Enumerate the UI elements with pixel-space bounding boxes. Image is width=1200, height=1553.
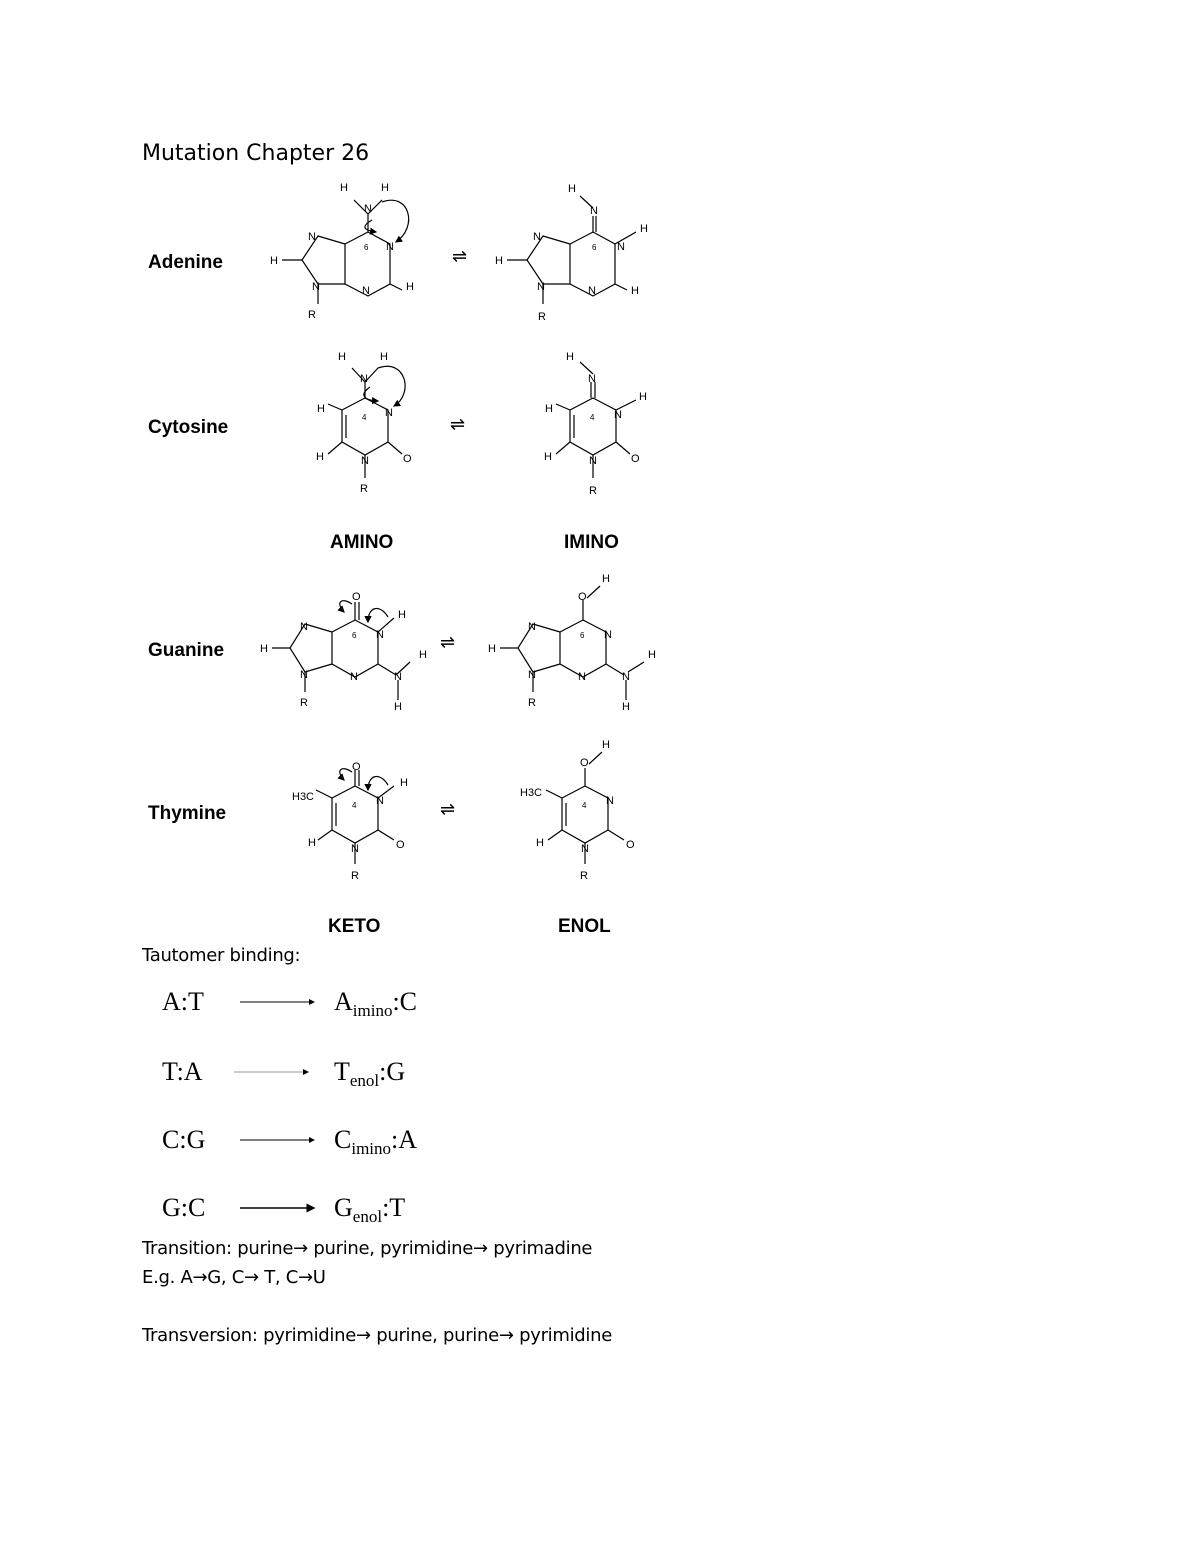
svg-text:H3C: H3C	[292, 791, 315, 803]
svg-text:N: N	[300, 669, 308, 681]
svg-text:N: N	[350, 671, 358, 683]
equilibrium-arrow-cytosine: ⇌	[450, 414, 466, 435]
svg-text:6: 6	[352, 631, 357, 640]
equilibrium-arrow-thymine: ⇌	[440, 799, 456, 820]
svg-text:N: N	[376, 629, 384, 641]
svg-text:N: N	[364, 203, 372, 215]
svg-text:H: H	[400, 777, 408, 789]
svg-text:R: R	[528, 697, 536, 709]
svg-text:6: 6	[364, 243, 369, 252]
svg-text:H: H	[394, 701, 402, 713]
thymine-keto-atoms	[292, 761, 408, 882]
cytosine-amino-atoms	[316, 351, 412, 495]
svg-text:N: N	[533, 231, 541, 243]
equilibrium-arrow-adenine: ⇌	[452, 246, 468, 267]
tautomer-pair-1: $A_{imino}:C$	[334, 987, 418, 1020]
adenine-amino-atoms	[270, 182, 414, 321]
svg-text:H: H	[602, 739, 610, 751]
svg-text:N: N	[360, 373, 368, 385]
column-label-imino: IMINO	[564, 532, 619, 553]
tautomer-binding-heading: Tautomer binding:	[142, 945, 301, 966]
svg-text:H: H	[316, 451, 324, 463]
column-label-amino: AMINO	[330, 532, 394, 553]
svg-text:H: H	[622, 701, 630, 713]
row-label-cytosine: Cytosine	[148, 417, 229, 438]
equilibrium-arrow-guanine: ⇌	[440, 632, 456, 653]
column-label-enol: ENOL	[558, 916, 611, 937]
svg-text:H: H	[495, 255, 503, 267]
svg-text:N: N	[385, 407, 393, 419]
normal-pair-1: A:T	[162, 987, 204, 1016]
svg-text:H: H	[631, 285, 639, 297]
svg-text:H: H	[639, 391, 647, 403]
svg-text:N: N	[617, 241, 625, 253]
svg-text:N: N	[622, 671, 630, 683]
svg-text:O: O	[352, 761, 361, 773]
svg-text:H: H	[406, 281, 414, 293]
adenine-imino-atoms	[495, 183, 648, 323]
svg-text:H: H	[381, 182, 389, 194]
transversion-definition: Transversion: pyrimidine→ purine, purine→ pyrimidine	[142, 1325, 613, 1346]
svg-text:R: R	[300, 697, 308, 709]
normal-pair-4: G:C	[162, 1193, 206, 1222]
svg-text:N: N	[394, 671, 402, 683]
svg-text:N: N	[386, 241, 394, 253]
svg-text:N: N	[581, 843, 589, 855]
svg-text:O: O	[631, 453, 640, 465]
svg-text:H: H	[544, 451, 552, 463]
svg-text:R: R	[538, 311, 546, 323]
svg-text:N: N	[537, 281, 545, 293]
svg-text:N: N	[361, 455, 369, 467]
tautomer-pair-4: $G_{enol}:T$	[334, 1193, 406, 1226]
svg-text:H: H	[398, 609, 406, 621]
tautomer-structures-figure	[140, 172, 680, 947]
svg-text:R: R	[351, 870, 359, 882]
row-label-adenine: Adenine	[148, 252, 223, 273]
svg-text:N: N	[312, 281, 320, 293]
cytosine-imino-atoms	[544, 351, 647, 497]
svg-text:O: O	[352, 591, 361, 603]
svg-text:O: O	[403, 453, 412, 465]
svg-text:N: N	[308, 231, 316, 243]
tautomer-pair-3: $C_{imino}:A$	[334, 1125, 418, 1158]
svg-text:6: 6	[592, 243, 597, 252]
svg-text:H: H	[270, 255, 278, 267]
svg-text:H: H	[380, 351, 388, 363]
svg-text:H: H	[566, 351, 574, 363]
svg-text:N: N	[590, 205, 598, 217]
svg-text:H: H	[640, 223, 648, 235]
svg-text:4: 4	[590, 413, 595, 422]
row-label-thymine: Thymine	[148, 803, 227, 824]
svg-text:H: H	[545, 403, 553, 415]
transition-example: E.g. A→G, C→ T, C→U	[142, 1267, 326, 1288]
svg-text:H: H	[648, 649, 656, 661]
svg-text:H3C: H3C	[520, 787, 543, 799]
svg-text:H: H	[317, 403, 325, 415]
transition-definition: Transition: purine→ purine, pyrimidine→ pyrimadine	[142, 1238, 593, 1259]
thymine-enol-atoms	[520, 739, 635, 882]
svg-text:H: H	[308, 837, 316, 849]
svg-text:O: O	[396, 839, 405, 851]
svg-text:N: N	[351, 843, 359, 855]
guanine-enol-atoms	[488, 573, 656, 713]
svg-text:N: N	[614, 409, 622, 421]
svg-text:4: 4	[582, 801, 587, 810]
svg-text:R: R	[580, 870, 588, 882]
svg-text:H: H	[338, 351, 346, 363]
guanine-keto-structure	[272, 601, 410, 700]
svg-text:N: N	[528, 621, 536, 633]
row-label-guanine: Guanine	[148, 640, 225, 661]
svg-text:N: N	[588, 285, 596, 297]
svg-text:H: H	[260, 643, 268, 655]
svg-text:N: N	[300, 621, 308, 633]
svg-text:H: H	[536, 837, 544, 849]
svg-text:N: N	[604, 629, 612, 641]
svg-text:N: N	[578, 671, 586, 683]
column-label-keto: KETO	[328, 916, 381, 937]
page-title: Mutation Chapter 26	[142, 141, 370, 166]
svg-text:H: H	[419, 649, 427, 661]
svg-text:N: N	[606, 795, 614, 807]
svg-text:N: N	[588, 373, 596, 385]
svg-text:H: H	[488, 643, 496, 655]
svg-text:N: N	[528, 669, 536, 681]
svg-text:R: R	[360, 483, 368, 495]
svg-text:N: N	[589, 455, 597, 467]
svg-text:R: R	[308, 309, 316, 321]
svg-text:O: O	[578, 591, 587, 603]
svg-text:N: N	[362, 285, 370, 297]
svg-text:H: H	[602, 573, 610, 585]
tautomer-pair-2: $T_{enol}:G$	[334, 1057, 406, 1090]
svg-text:H: H	[568, 183, 576, 195]
svg-text:4: 4	[352, 801, 357, 810]
svg-text:4: 4	[362, 413, 367, 422]
svg-text:N: N	[376, 795, 384, 807]
normal-pair-2: T:A	[162, 1057, 203, 1086]
svg-text:6: 6	[580, 631, 585, 640]
guanine-keto-atoms	[260, 591, 427, 713]
svg-text:R: R	[589, 485, 597, 497]
svg-text:H: H	[340, 182, 348, 194]
svg-text:O: O	[626, 839, 635, 851]
normal-pair-3: C:G	[162, 1125, 206, 1154]
svg-text:O: O	[580, 757, 589, 769]
tautomer-pairing-figure	[150, 980, 470, 1230]
